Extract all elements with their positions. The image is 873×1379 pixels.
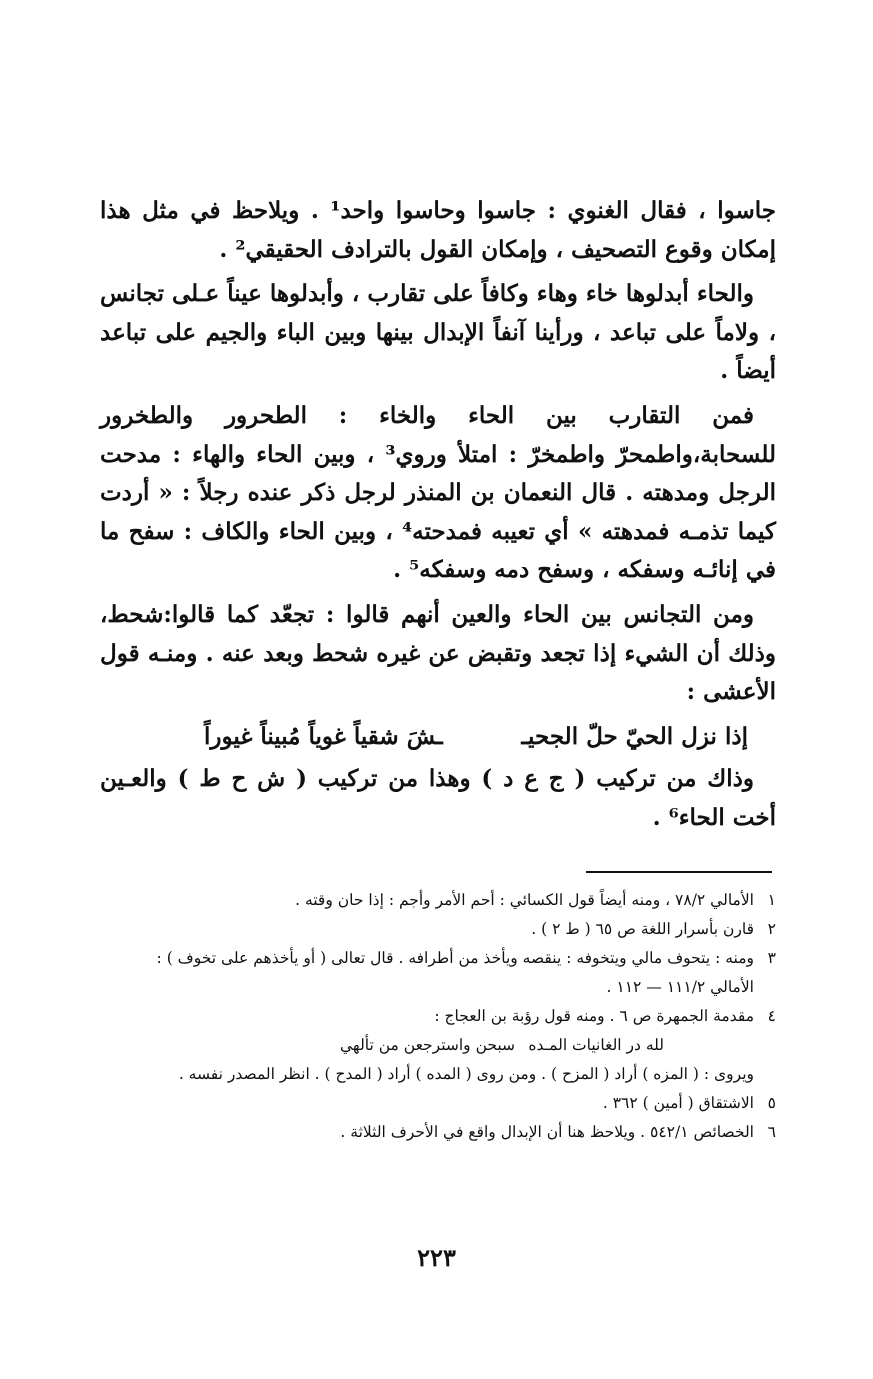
footnote-3-continuation: الأمالي ١١١/٢ — ١١٢ . (606, 978, 754, 996)
paragraph-1: جاسوا ، فقال الغنوي : جاسوا وحاسوا واحد¹ . ويلاحظ في مثل هذا إمكان وقوع التصحيف ، وإمكان القول بالترادف الحقيقي² . (100, 197, 776, 263)
footnote-number: ٤ (767, 1007, 776, 1025)
main-text (100, 192, 776, 844)
paragraph-2: والحاء أبدلوها خاء وهاء وكافاً على تقارب ، وأبدلوها عيناً عـلى تجانس ، ولاماً على تباعد ، ورأينا آنفاً الإبدال بينها وبين الباء والجيم على تباعد أيضاً . (100, 280, 776, 385)
footnote-verse-first-hemistich: لله در الغانيات المـده (528, 1036, 664, 1054)
footnote-4-continuation: ويروى : ( المزه ) أراد ( المزح ) . ومن روى ( المده ) أراد ( المدح ) . انظر المصدر نفسه . (178, 1065, 754, 1083)
paragraph-3: فمن التقارب بين الحاء والخاء : الطحرور والطخرور للسحابة،واطمحرّ واطمخرّ : امتلأ وروي³ ، وبين الحاء والهاء : مدحت الرجل ومدهته . قال النعمان بن المنذر لرجل ذكر عنده رجلاً : « أردت كيما تذمـه فمدهته » أي تعيبه فمدحته⁴ ، وبين الحاء والكاف : سفح ما في إنائـه وسفكه ، وسفح دمه وسفكه⁵ . (100, 401, 777, 584)
paragraph-4: ومن التجانس بين الحاء والعين أنهم قالوا : تجعّد كما قالوا:شحط، وذلك أن الشيء إذا تجعد وتقبض عن غيره شحط وبعد عنه . ومنـه قول الأعشى : (100, 600, 776, 706)
paragraph-5: وذاك من تركيب ( ج ع د ) وهذا من تركيب ( ش ح ط ) والعـين أخت الحاء⁶ . (100, 765, 776, 831)
footnote-text: الخصائص ٥٤٢/١ . ويلاحظ هنا أن الإبدال واقع في الأحرف الثلاثة . (340, 1123, 754, 1141)
footnote-text: قارن بأسرار اللغة ص ٦٥ ( ط ٢ ) . (531, 920, 754, 938)
verse-first-hemistich: إذا نزل الحيّ حلّ الجحيـ (521, 722, 748, 750)
footnote-4-verse (100, 1031, 776, 1060)
verse-second-hemistich: ـشَ شقياً غوياً مُبيناً غيوراً (204, 722, 443, 750)
footnote-text: ومنه : يتحوف مالي ويتخوفه : ينقصه ويأخذ من أطرافه . قال تعالى ( أو يأخذهم على تخوف ) : (156, 949, 754, 967)
footnote-separator (586, 871, 772, 873)
footnote-6 (100, 1118, 776, 1147)
footnote-number: ٢ (767, 920, 776, 938)
footnote-4 (100, 1002, 776, 1031)
footnote-2 (100, 915, 776, 944)
footnote-3 (100, 944, 776, 973)
footnote-text: الأمالي ٧٨/٢ ، ومنه أيضاً قول الكسائي : أحم الأمر وأجم : إذا حان وقته . (295, 891, 754, 909)
footnotes (100, 886, 776, 1147)
page-number: ٢٢٣ (417, 1243, 456, 1272)
footnote-verse-second-hemistich: سبحن واسترجعن من تألهي (340, 1036, 516, 1054)
footnote-text: مقدمة الجمهرة ص ٦ . ومنه قول رؤبة بن العجاج : (434, 1007, 754, 1025)
footnote-number: ٥ (767, 1094, 776, 1112)
footnote-number: ٣ (767, 949, 776, 967)
poem-verse (100, 718, 776, 757)
footnote-text: الاشتقاق ( أمين ) ٣٦٢ . (602, 1094, 754, 1112)
footnote-number: ١ (767, 891, 776, 909)
footnote-number: ٦ (767, 1123, 776, 1141)
footnote-1 (100, 886, 776, 915)
footnote-5 (100, 1089, 776, 1118)
